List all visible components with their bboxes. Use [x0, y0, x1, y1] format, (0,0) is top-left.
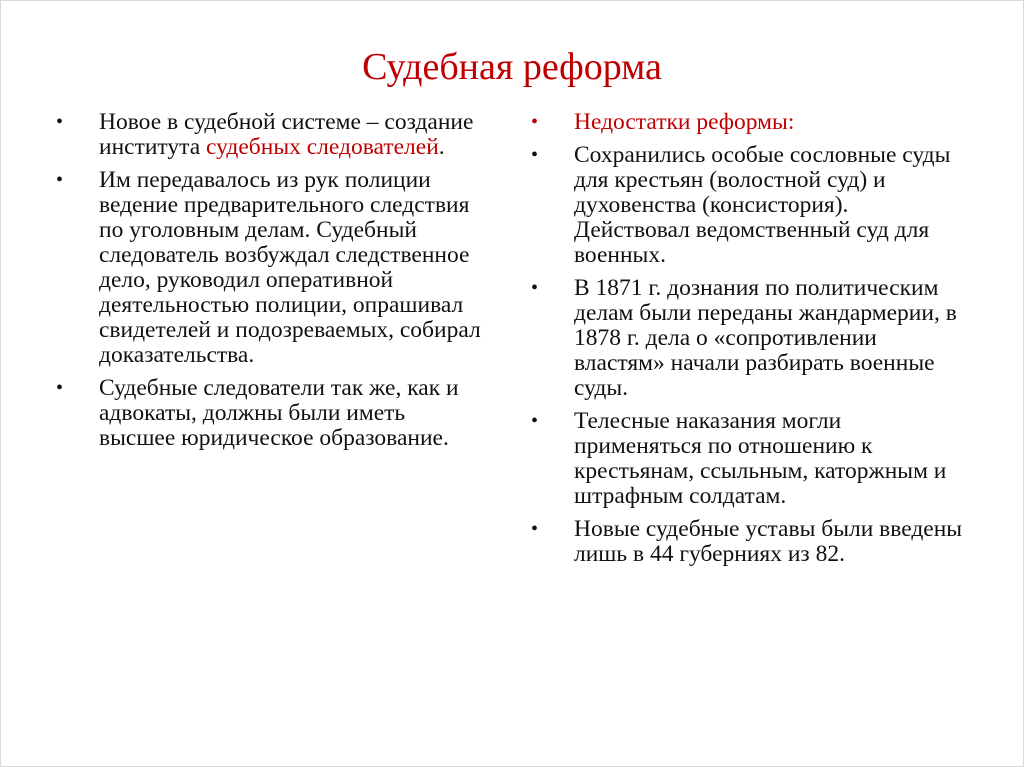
item-text-end: . [438, 134, 445, 160]
list-item [52, 110, 482, 160]
item-text: Судебные следователи так же, как и адвокаты, должны были иметь высшее юридическое образование. [99, 375, 459, 451]
bullet-icon: • [56, 169, 64, 191]
list-item [527, 517, 967, 567]
list-item [527, 409, 967, 509]
bullet-icon: • [531, 144, 539, 166]
list-item [52, 376, 482, 451]
left-column [52, 110, 482, 459]
item-text: Новое в судебной системе – создание института [99, 109, 474, 160]
list-item [527, 143, 967, 268]
item-text: В 1871 г. дознания по политическим делам были переданы жандармерии, в 1878 г. дела о «сопротивлении властям» начали разбирать военные суды. [574, 275, 957, 401]
list-item [52, 168, 482, 368]
bullet-icon: • [56, 111, 64, 133]
item-text: Новые судебные уставы были введены лишь в 44 губерниях из 82. [574, 516, 963, 567]
bullet-icon: • [531, 277, 539, 299]
right-column [527, 110, 967, 575]
section-heading [527, 110, 967, 135]
bullet-icon: • [531, 111, 539, 133]
item-text: Сохранились особые сословные суды для крестьян (волостной суд) и духовенства (консистория). Действовал ведомственный суд для военных. [574, 142, 951, 268]
bullet-icon: • [531, 410, 539, 432]
bullet-icon: • [56, 377, 64, 399]
highlight-term: судебных следователей [206, 134, 439, 160]
list-item [527, 276, 967, 401]
item-text: Телесные наказания могли применяться по отношению к крестьянам, ссыльным, каторжным и штрафным солдатам. [574, 408, 947, 509]
slide-title: Судебная реформа [362, 46, 662, 88]
bullet-icon: • [531, 518, 539, 540]
heading-text: Недостатки реформы: [574, 109, 795, 135]
item-text: Им передавалось из рук полиции ведение предварительного следствия по уголовным делам. Судебный следователь возбуждал следственное дело, руководил оперативной деятельностью полиции, опрашивал свидетелей и подозреваемых, собирал доказательства. [99, 167, 481, 368]
